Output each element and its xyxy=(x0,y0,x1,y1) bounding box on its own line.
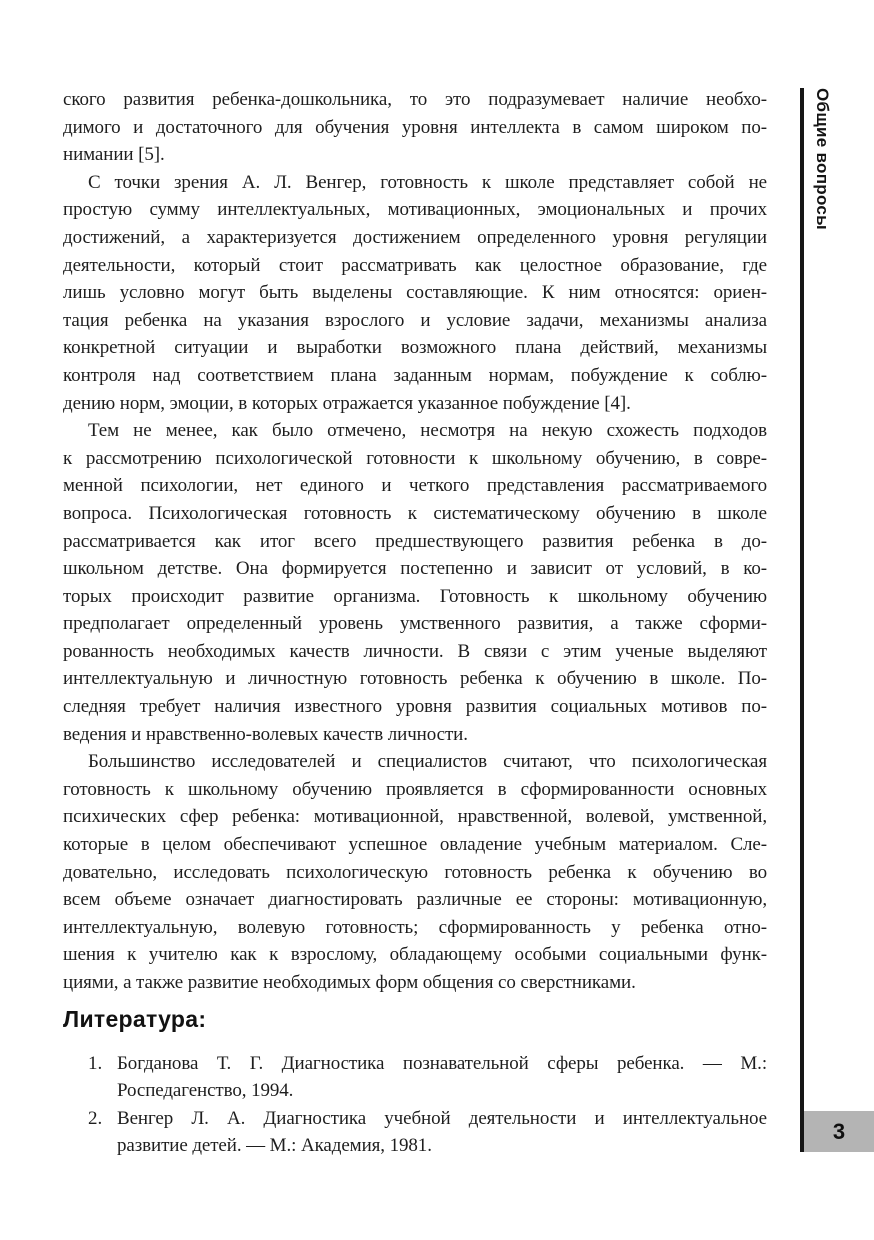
text-line: следняя требует наличия известного уровня развития социальных мотивов по- xyxy=(63,696,767,718)
body-paragraphs xyxy=(63,86,767,997)
page-number-box xyxy=(804,1111,874,1152)
text-line: тация ребенка на указания взрослого и условие задачи, механизмы анализа xyxy=(63,309,767,331)
text-line: Венгер Л. А. Диагностика учебной деятельности и интеллектуальное xyxy=(117,1107,767,1129)
text-line: готовность к школьному обучению проявляется в сформированности основных xyxy=(63,778,767,800)
text-line: школьном детстве. Она формируется постепенно и зависит от условий, в ко- xyxy=(63,558,767,580)
reference-text xyxy=(117,1105,767,1160)
page-content xyxy=(63,86,767,1160)
text-line: шения к учителю как к взрослому, обладающему особыми социальными функ- xyxy=(63,944,767,966)
reference-item xyxy=(63,1105,767,1160)
text-line: Большинство исследователей и специалистов считают, что психологическая xyxy=(88,751,767,773)
text-line: которые в целом обеспечивают успешное овладение учебным материалом. Сле- xyxy=(63,834,767,856)
text-line: Роспедагенство, 1994. xyxy=(117,1080,294,1102)
text-line: циями, а также развитие необходимых форм общения со сверстниками. xyxy=(63,972,636,993)
text-line: ского развития ребенка-дошкольника, то это подразумевает наличие необхо- xyxy=(63,89,767,110)
reference-number: 1. xyxy=(88,1052,103,1074)
paragraph xyxy=(63,86,767,169)
sidebar-rule xyxy=(800,88,804,1152)
reference-list xyxy=(63,1050,767,1160)
paragraph xyxy=(63,169,767,417)
text-line: интеллектуальную и личностную готовность ребенка к обучению в школе. По- xyxy=(63,668,767,690)
text-line: С точки зрения А. Л. Венгер, готовность к школе представляет собой не xyxy=(88,171,767,193)
text-line: конкретной ситуации и выработки возможного плана действий, механизмы xyxy=(63,337,767,359)
text-line: интеллектуальную, волевую готовность; сформированность у ребенка отно- xyxy=(63,916,767,938)
text-line: к рассмотрению психологической готовности к школьному обучению, в совре- xyxy=(63,447,767,469)
text-line: менной психологии, нет единого и четкого представления рассматриваемого xyxy=(63,475,767,497)
text-line: ведения и нравственно-волевых качеств личности. xyxy=(63,723,468,745)
text-line: деятельности, который стоит рассматривать как целостное образование, где xyxy=(63,254,767,276)
text-line: довательно, исследовать психологическую готовность ребенка к обучению во xyxy=(63,861,767,883)
reference-text xyxy=(117,1050,767,1105)
text-line: вопроса. Психологическая готовность к систематическому обучению в школе xyxy=(63,502,767,524)
text-line: развитие детей. — М.: Академия, 1981. xyxy=(117,1135,432,1157)
reference-number: 2. xyxy=(88,1107,103,1129)
sidebar-tab-label: Общие вопросы xyxy=(813,88,832,230)
text-line: контроля над соответствием плана заданным нормам, побуждение к соблю- xyxy=(63,364,767,386)
text-line: димого и достаточного для обучения уровня интеллекта в самом широком по- xyxy=(63,116,767,138)
text-line: Тем не менее, как было отмечено, несмотря на некую схожесть подходов xyxy=(88,420,767,442)
text-line: торых происходит развитие организма. Готовность к школьному обучению xyxy=(63,585,767,607)
text-line: нимании [5]. xyxy=(63,144,165,166)
text-line: достижений, а характеризуется достижением определенного уровня регуляции xyxy=(63,226,767,248)
page-number: 3 xyxy=(832,1118,846,1144)
reference-item xyxy=(63,1050,767,1105)
text-line: дению норм, эмоции, в которых отражается указанное побуждение [4]. xyxy=(63,392,631,414)
text-line: рассматривается как итог всего предшествующего развития ребенка в до- xyxy=(63,530,767,552)
paragraph xyxy=(63,748,767,996)
text-line: предполагает определенный уровень умственного развития, а также сформи- xyxy=(63,613,767,635)
text-line: лишь условно могут быть выделены составляющие. К ним относятся: ориен- xyxy=(63,282,767,304)
text-line: рованность необходимых качеств личности. В связи с этим ученые выделяют xyxy=(63,640,767,662)
text-line: Богданова Т. Г. Диагностика познавательной сферы ребенка. — М.: xyxy=(117,1052,767,1074)
text-line: простую сумму интеллектуальных, мотивационных, эмоциональных и прочих xyxy=(63,199,767,221)
literature-heading: Литература: xyxy=(63,1005,207,1032)
paragraph xyxy=(63,417,767,748)
text-line: всем объеме означает диагностировать различные ее стороны: мотивационную, xyxy=(63,889,767,911)
text-line: психических сфер ребенка: мотивационной, нравственной, волевой, умственной, xyxy=(63,806,767,828)
